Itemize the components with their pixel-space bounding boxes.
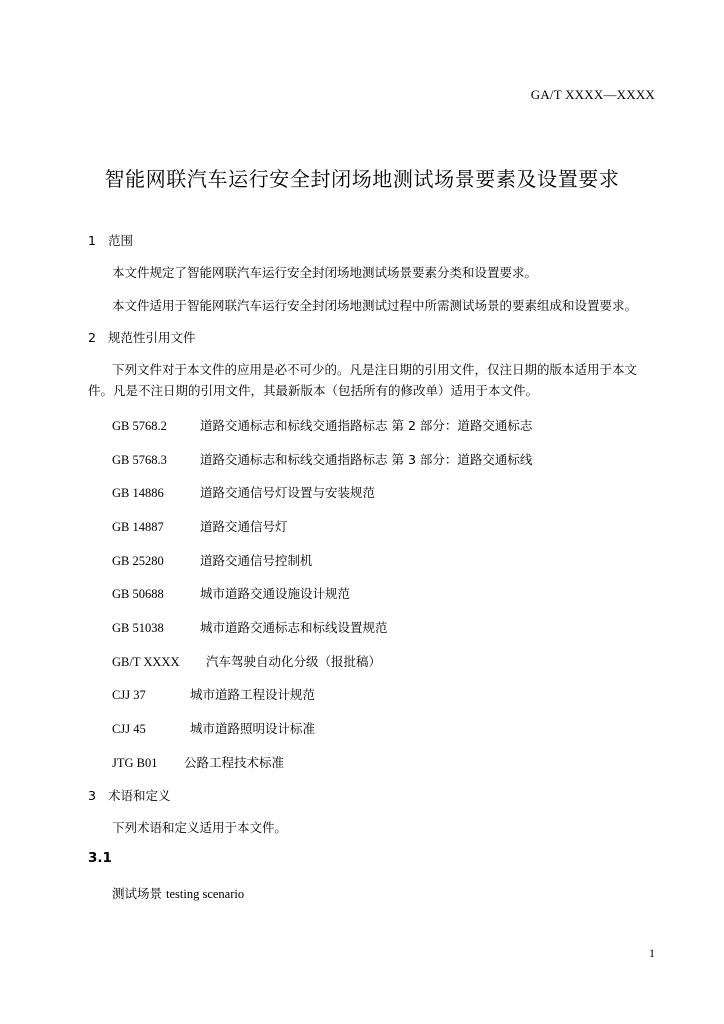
section-3-intro: 下列术语和定义适用于本文件。 (112, 820, 288, 835)
ref-title: 公路工程技术标准 (184, 755, 285, 770)
section-2-number: 2 (88, 330, 96, 345)
section-3-heading (88, 786, 171, 804)
section-3-number: 3 (88, 788, 96, 803)
ref-item (112, 517, 288, 535)
ref-code: GB 51038 (112, 621, 164, 635)
ref-code: CJJ 45 (112, 722, 146, 736)
ref-item (112, 685, 315, 703)
section-2-intro-line-2: 件。凡是不注日期的引用文件，其最新版本（包括所有的修改单）适用于本文件。 (88, 383, 539, 398)
ref-title: 城市道路交通设施设计规范 (200, 586, 351, 601)
section-2-title: 规范性引用文件 (108, 330, 196, 345)
ref-title: 道路交通标志和标线交通指路标志 第 3 部分：道路交通标线 (200, 452, 533, 467)
ref-title: 道路交通信号灯设置与安装规范 (200, 485, 376, 500)
ref-item (112, 551, 313, 569)
ref-code: GB 5768.3 (112, 453, 167, 467)
section-1-para-2: 本文件适用于智能网联汽车运行安全封闭场地测试过程中所需测试场景的要素组成和设置要求。 (112, 298, 638, 313)
ref-code: GB/T XXXX (112, 655, 180, 669)
ref-item (112, 450, 532, 468)
section-1-heading (88, 231, 133, 249)
ref-item (112, 584, 350, 602)
section-1-para-1: 本文件规定了智能网联汽车运行安全封闭场地测试场景要素分类和设置要求。 (112, 265, 538, 280)
section-2-intro-line-1: 下列文件对于本文件的应用是必不可少的。凡是注日期的引用文件，仅注日期的版本适用于本文 (112, 362, 638, 377)
ref-item (112, 753, 284, 771)
term-chinese: 测试场景 (112, 886, 163, 901)
section-3-title: 术语和定义 (108, 788, 171, 803)
section-1-title: 范围 (108, 233, 134, 248)
subsection-3-1-number: 3.1 (88, 850, 112, 866)
ref-title: 城市道路照明设计标准 (190, 721, 316, 736)
ref-code: GB 14886 (112, 486, 164, 500)
ref-title: 汽车驾驶自动化分级（报批稿） (206, 654, 382, 669)
ref-code: JTG B01 (112, 756, 158, 770)
ref-title: 城市道路交通标志和标线设置规范 (200, 620, 388, 635)
ref-title: 城市道路工程设计规范 (190, 687, 316, 702)
ref-code: GB 25280 (112, 554, 164, 568)
term-entry (112, 884, 244, 902)
ref-title: 道路交通信号灯 (200, 519, 288, 534)
ref-item (112, 719, 315, 737)
ref-title: 道路交通信号控制机 (200, 553, 313, 568)
ref-code: GB 50688 (112, 587, 164, 601)
ref-item (112, 483, 375, 501)
ref-code: GB 14887 (112, 520, 164, 534)
document-code: GA/T XXXX—XXXX (530, 87, 655, 102)
section-1-number: 1 (88, 233, 96, 248)
section-2-heading (88, 328, 196, 346)
ref-title: 道路交通标志和标线交通指路标志 第 2 部分：道路交通标志 (200, 418, 533, 433)
ref-item (112, 416, 532, 434)
ref-item (112, 618, 388, 636)
document-title: 智能网联汽车运行安全封闭场地测试场景要素及设置要求 (104, 167, 620, 191)
ref-item (112, 652, 381, 670)
ref-code: GB 5768.2 (112, 419, 167, 433)
page-number: 1 (649, 946, 655, 960)
term-english: testing scenario (166, 887, 245, 901)
ref-code: CJJ 37 (112, 688, 146, 702)
